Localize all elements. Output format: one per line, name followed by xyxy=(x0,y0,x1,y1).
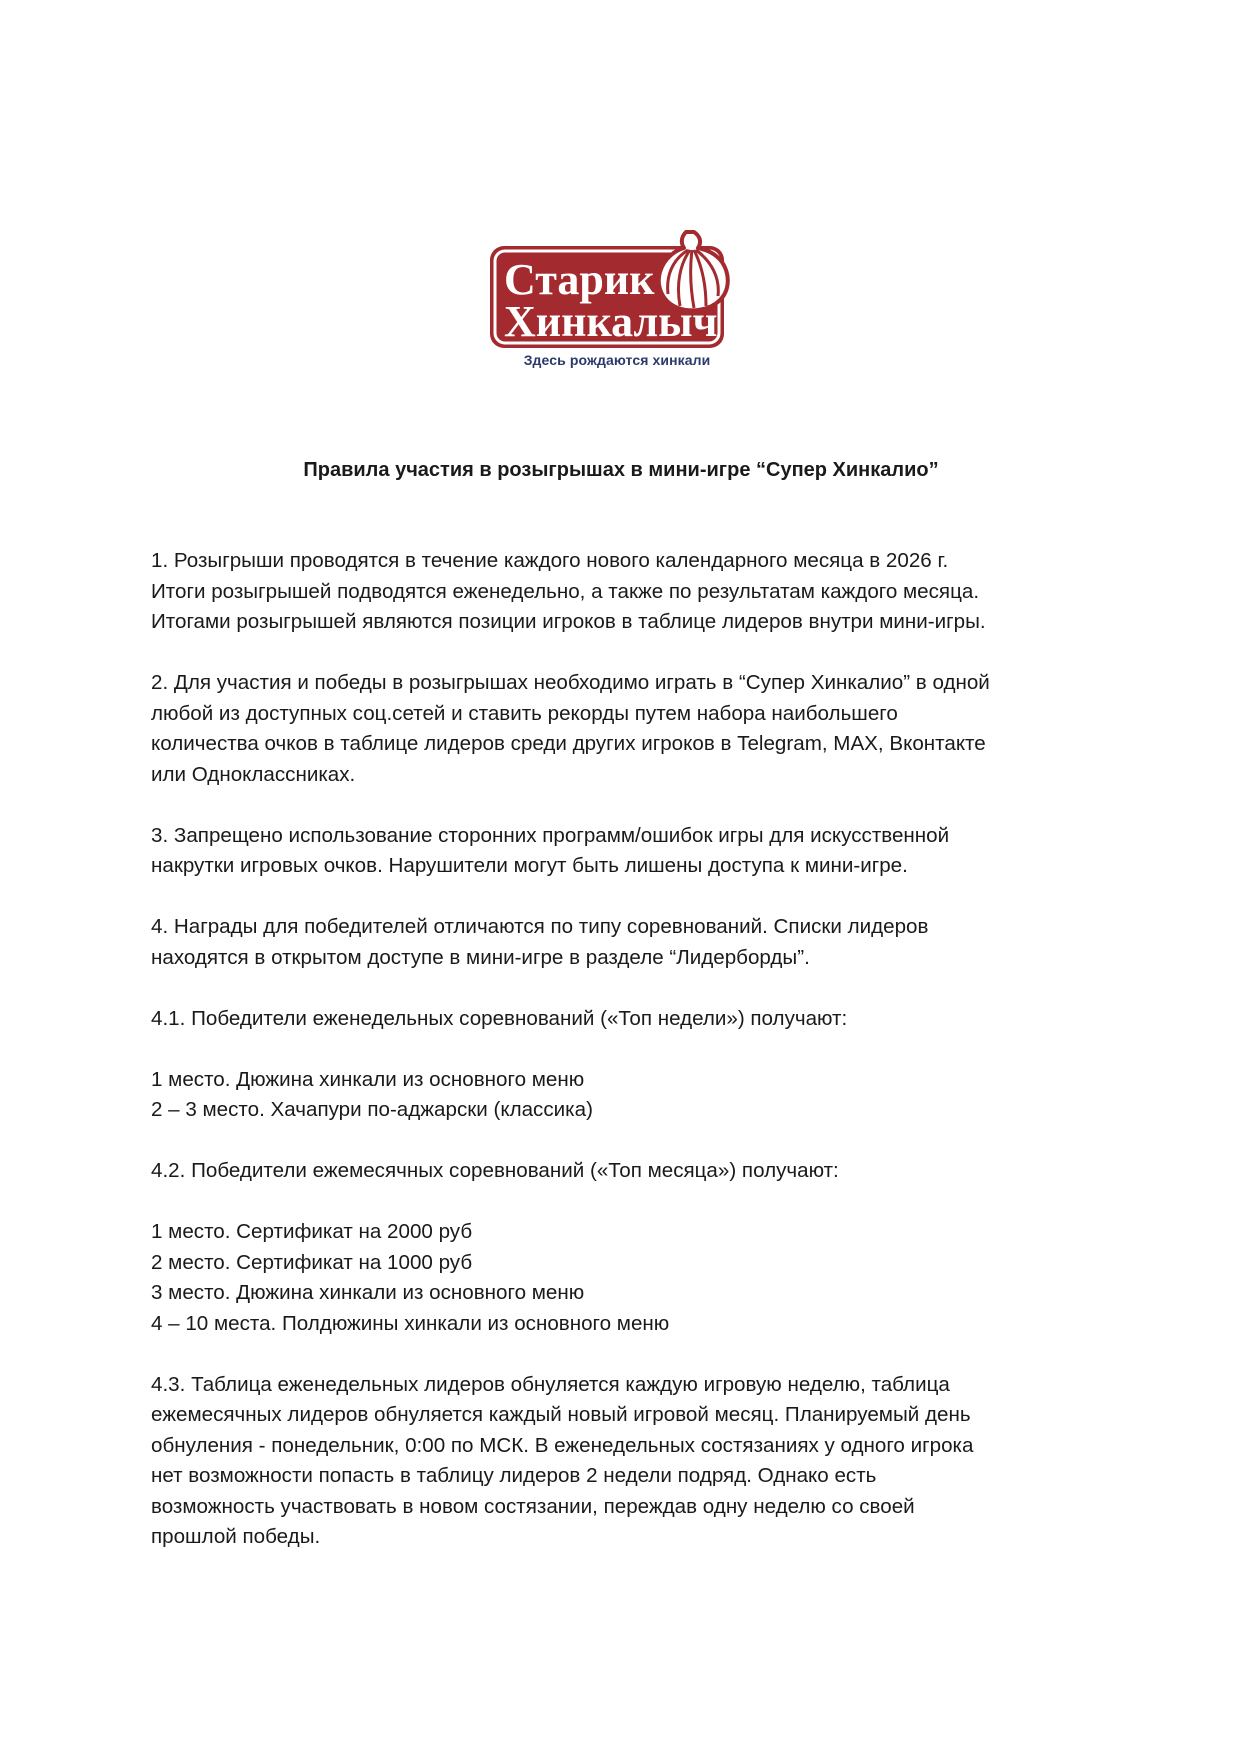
text-line: 1. Розыгрыши проводятся в течение каждого нового календарного месяца в 2026 г. xyxy=(151,549,949,572)
text-line: накрутки игровых очков. Нарушители могут быть лишены доступа к мини-игре. xyxy=(151,854,908,877)
rule-paragraph-1 xyxy=(151,546,1111,638)
document-title: Правила участия в розыгрышах в мини-игре “Супер Хинкалио” xyxy=(303,459,939,481)
monthly-prizes-list xyxy=(151,1217,1111,1339)
text-line: возможность участвовать в новом состязании, переждав одну неделю со своей xyxy=(151,1494,915,1518)
weekly-prizes-list xyxy=(151,1065,1111,1126)
prize-item: 2 место. Сертификат на 1000 руб xyxy=(151,1250,473,1274)
logo-wordmark-line1: Старик xyxy=(504,255,655,304)
text-line: любой из доступных соц.сетей и ставить рекорды путем набора наибольшего xyxy=(151,701,898,725)
text-line: прошлой победы. xyxy=(151,1525,321,1548)
prize-item: 2 – 3 место. Хачапури по-аджарски (классика) xyxy=(151,1098,593,1121)
prize-item: 1 место. Сертификат на 2000 руб xyxy=(151,1220,473,1243)
text-line: нет возможности попасть в таблицу лидеров 2 недели подряд. Однако есть xyxy=(151,1464,877,1487)
text-line: ежемесячных лидеров обнуляется каждый новый игровой месяц. Планируемый день xyxy=(151,1403,971,1426)
text-line: находятся в открытом доступе в мини-игре в разделе “Лидерборды”. xyxy=(151,945,810,969)
rule-paragraph-3 xyxy=(151,821,1111,882)
logo-wordmark-line2: Хинкалыч xyxy=(504,297,718,346)
text-line: или Одноклассниках. xyxy=(151,762,356,786)
text-line: 4.1. Победители еженедельных соревнований («Топ недели») получают: xyxy=(151,1006,848,1030)
text-line: 2. Для участия и победы в розыгрышах необходимо играть в “Супер Хинкалио” в одной xyxy=(151,671,990,694)
logo-tagline: Здесь рождаются хинкали xyxy=(523,352,711,368)
rule-paragraph-4 xyxy=(151,912,1111,973)
text-line: 4.2. Победители ежемесячных соревнований («Топ месяца») получают: xyxy=(151,1159,839,1182)
text-line: количества очков в таблице лидеров среди других игроков в Telegram, MAX, Вконтакте xyxy=(151,732,986,755)
rules-body xyxy=(151,546,1111,1583)
rule-paragraph-4-3 xyxy=(151,1370,1111,1553)
prize-item: 3 место. Дюжина хинкали из основного меню xyxy=(151,1281,585,1304)
text-line: Итоги розыгрышей подводятся еженедельно, а также по результатам каждого месяца. xyxy=(151,579,980,603)
prize-item: 4 – 10 места. Полдюжины хинкали из основного меню xyxy=(151,1311,670,1335)
rule-paragraph-4-2 xyxy=(151,1156,1111,1187)
text-line: 4.3. Таблица еженедельных лидеров обнуляется каждую игровую неделю, таблица xyxy=(151,1372,950,1396)
rule-paragraph-2 xyxy=(151,668,1111,790)
text-line: Итогами розыгрышей являются позиции игроков в таблице лидеров внутри мини-игры. xyxy=(151,610,986,633)
text-line: 4. Награды для победителей отличаются по типу соревнований. Списки лидеров xyxy=(151,915,929,938)
text-line: 3. Запрещено использование сторонних программ/ошибок игры для искусственной xyxy=(151,823,950,847)
prize-item: 1 место. Дюжина хинкали из основного меню xyxy=(151,1067,585,1091)
rule-paragraph-4-1 xyxy=(151,1004,1111,1035)
text-line: обнуления - понедельник, 0:00 по МСК. В еженедельных состязаниях у одного игрока xyxy=(151,1433,974,1457)
